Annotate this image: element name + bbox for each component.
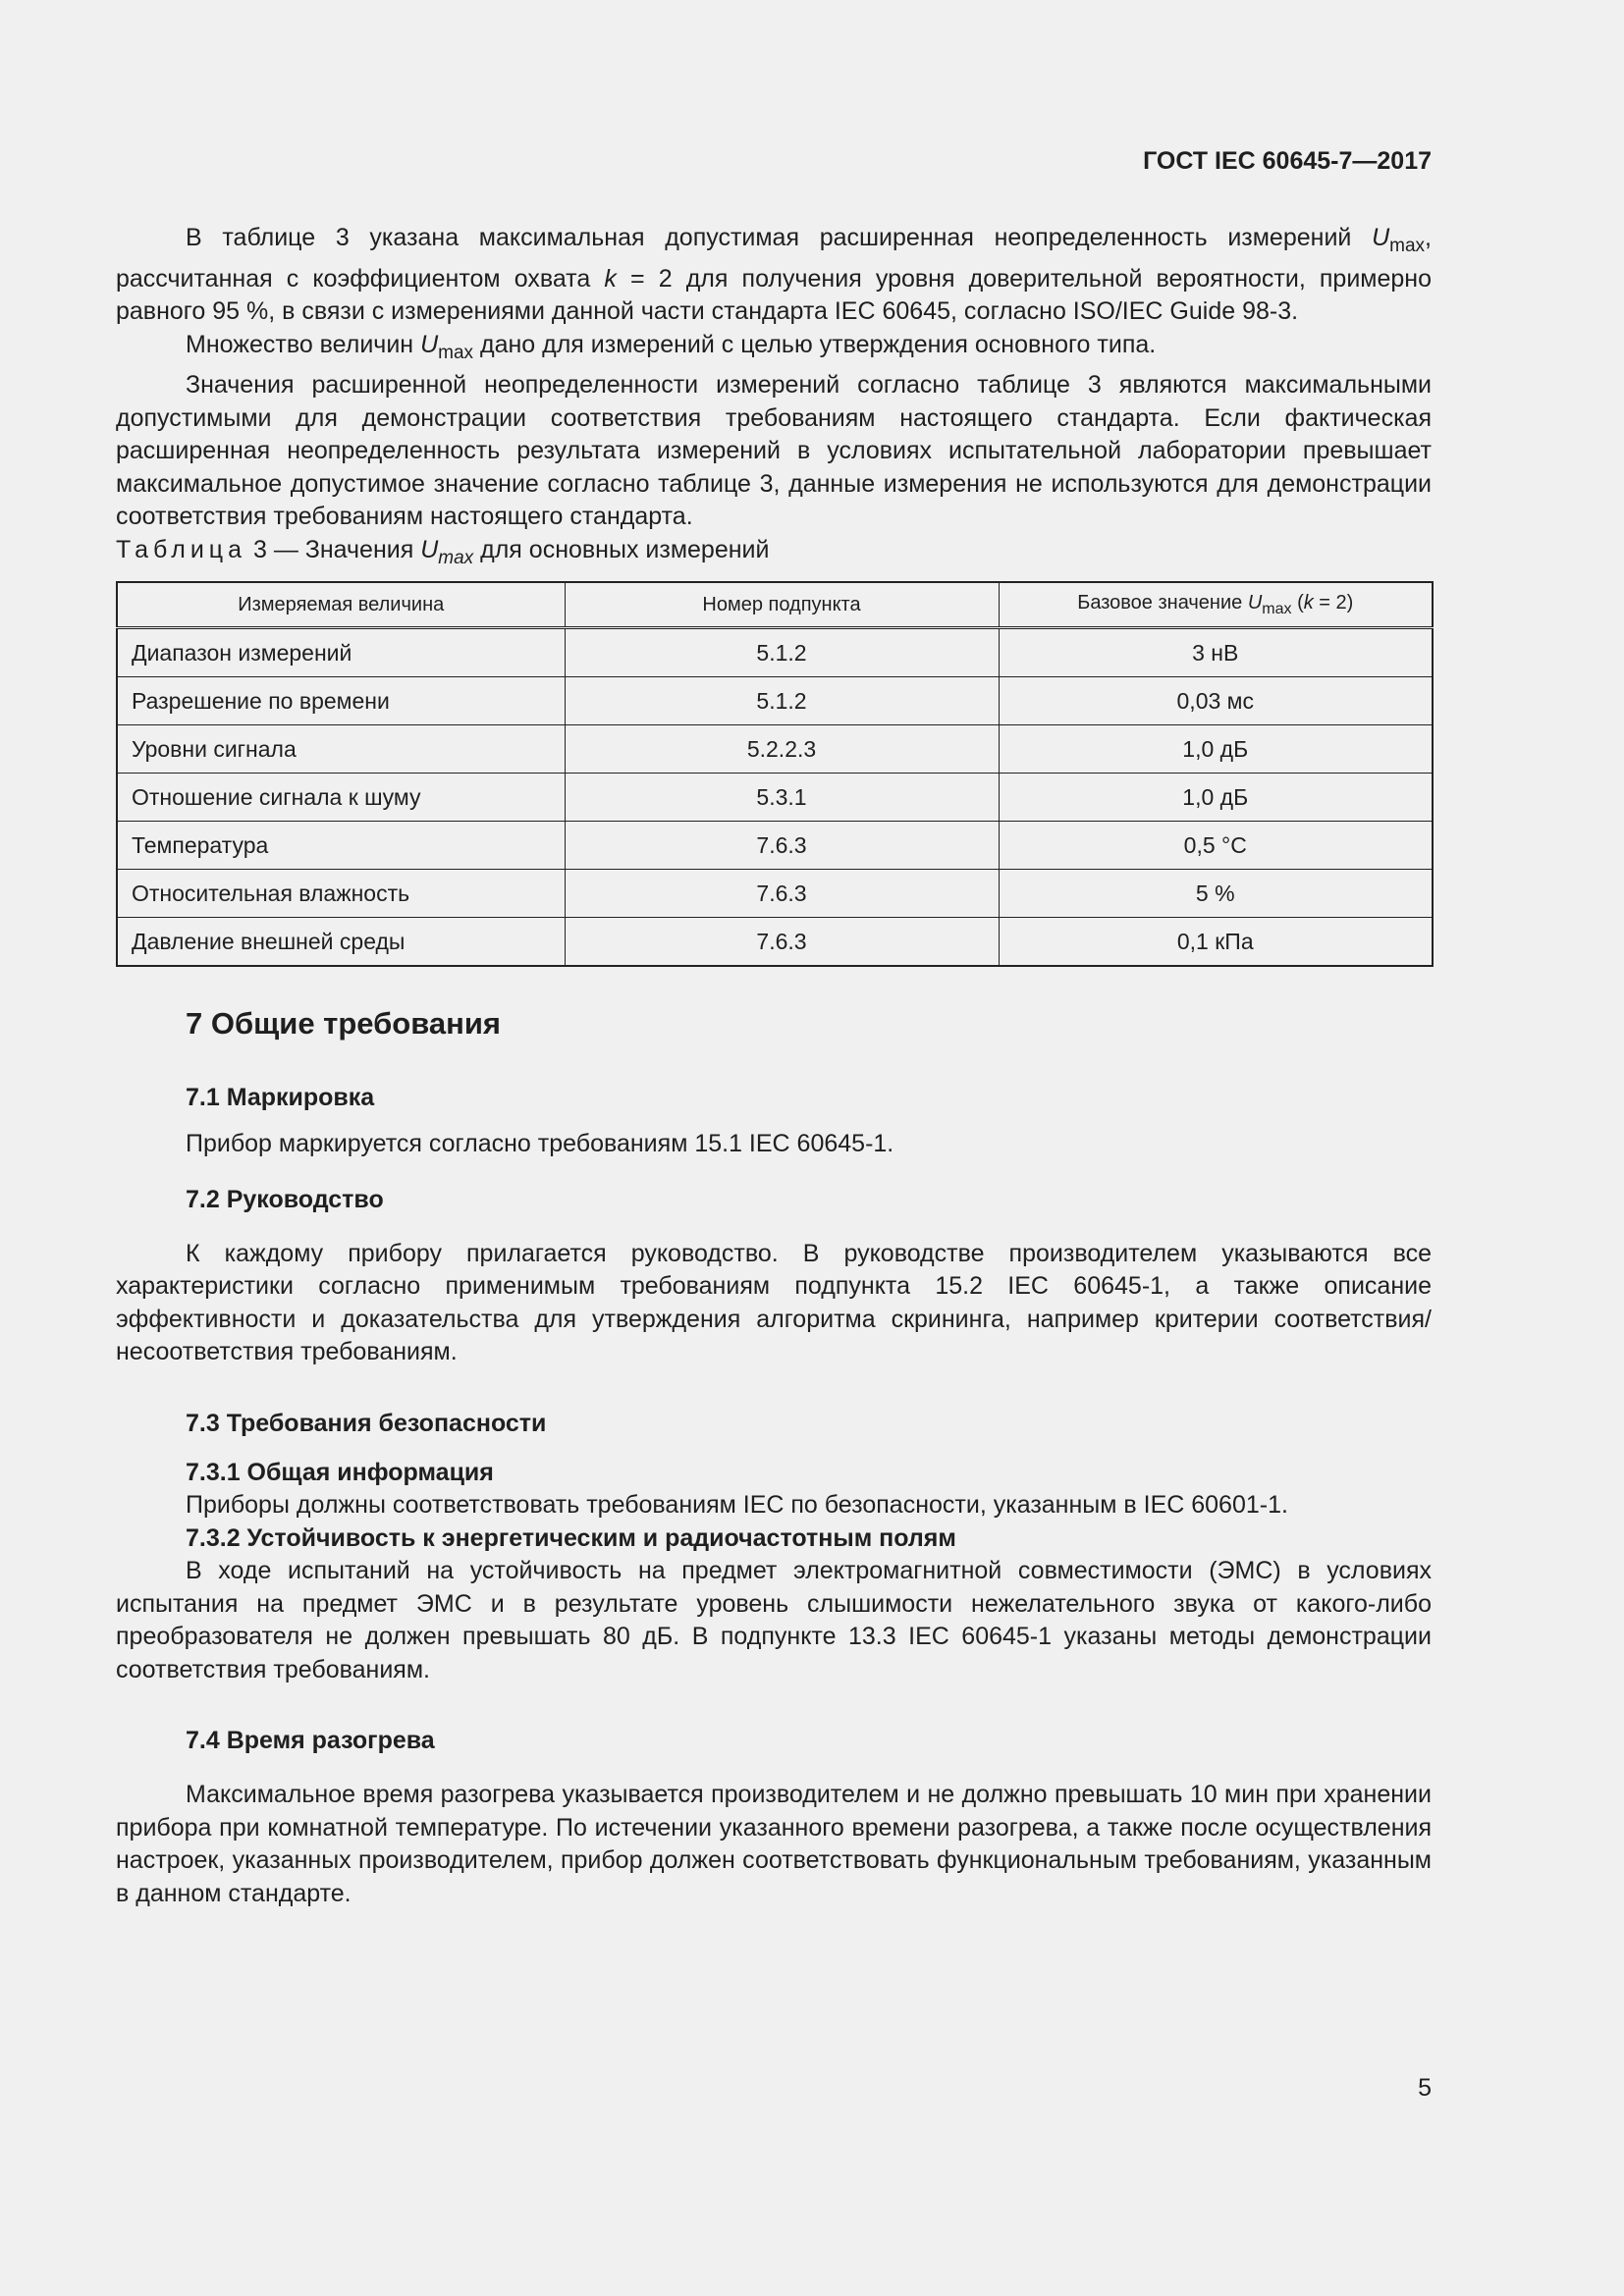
section-7-4-heading: 7.4 Время разогрева [186, 1727, 435, 1754]
cell-clause: 7.6.3 [565, 918, 999, 967]
section-7-1-heading: 7.1 Маркировка [186, 1084, 375, 1111]
section-7-3-2-heading: 7.3.2 Устойчивость к энергетическим и радиочастотным полям [186, 1524, 956, 1552]
cell-quantity: Температура [117, 822, 565, 870]
cell-value: 0,03 мс [999, 677, 1433, 725]
section-7-4-text: Максимальное время разогрева указывается производителем и не должно превышать 10 мин при хранении прибора при комнатной температуре. По истечении указанного времени разогрева, а также после осуществления настроек, указанных производителем, прибор должен соответствовать функциональным требованиям, указанным в данном стандарте. [116, 1781, 1432, 1907]
table-header-row [117, 582, 1433, 628]
cell-value: 0,5 °С [999, 822, 1433, 870]
section-7-heading: 7 Общие требования [186, 1006, 501, 1041]
table-3 [116, 581, 1434, 967]
header-base-value [999, 582, 1433, 628]
header-clause: Номер подпункта [565, 582, 999, 628]
section-7-3-1-heading: 7.3.1 Общая информация [186, 1458, 494, 1486]
text-run: Базовое значение [1077, 591, 1248, 614]
cell-value: 5 % [999, 870, 1433, 918]
cell-clause: 7.6.3 [565, 822, 999, 870]
cell-value: 1,0 дБ [999, 725, 1433, 774]
intro-paragraph-1 [116, 222, 1432, 329]
table-row [117, 677, 1433, 725]
table-row [117, 918, 1433, 967]
table-row [117, 870, 1433, 918]
u-symbol: U [420, 535, 439, 563]
page-number: 5 [1418, 2074, 1432, 2102]
cell-clause: 5.1.2 [565, 628, 999, 677]
cell-clause: 5.3.1 [565, 774, 999, 822]
cell-quantity: Диапазон измерений [117, 628, 565, 677]
cell-value: 1,0 дБ [999, 774, 1433, 822]
section-7-3-1-text: Приборы должны соответствовать требованиям IEC по безопасности, указанным в IEC 60601-1. [186, 1490, 1288, 1519]
table-row [117, 628, 1433, 677]
page-content [116, 222, 1432, 1910]
section-7-2-text: К каждому прибору прилагается руководство. В руководстве производителем указываются все характеристики согласно применимым требованиям подпункта 15.2 IEC 60645-1, а также описание эффективности и доказательства для утверждения алгоритма скрининга, например критерии соответствия/несоответствия требованиям. [116, 1239, 1432, 1365]
caption-word: Таблица [116, 535, 247, 563]
u-subscript: max [1389, 236, 1426, 256]
caption-number: 3 — Значения [246, 535, 421, 563]
text-run: = 2 для получения уровня доверительной вероятности, примерно равного 95 %, в связи с измерениями данной части стандарта IEC 60645, согласно ISO/IEC Guide 98-3. [116, 264, 1433, 325]
section-7-3-heading: 7.3 Требования безопасности [186, 1409, 547, 1437]
section-7-1-text: Прибор маркируется согласно требованиям 15.1 IEC 60645-1. [186, 1130, 894, 1157]
standard-code: ГОСТ IEC 60645-7—2017 [1143, 147, 1432, 175]
u-symbol: U [1372, 224, 1390, 251]
header-quantity: Измеряемая величина [117, 582, 565, 628]
cell-value: 3 нВ [999, 628, 1433, 677]
table-row [117, 822, 1433, 870]
caption-tail: для основных измерений [473, 535, 770, 563]
k-symbol: k [1303, 591, 1314, 614]
table-row [117, 774, 1433, 822]
cell-quantity: Уровни сигнала [117, 725, 565, 774]
text-run: Множество величин [186, 330, 421, 358]
cell-quantity: Отношение сигнала к шуму [117, 774, 565, 822]
text-run: ( [1291, 591, 1304, 614]
intro-paragraph-3: Значения расширенной неопределенности измерений согласно таблице 3 являются максимальными допустимыми для демонстрации соответствия требованиям настоящего стандарта. Если фактическая расширенная неопределенность результата измерений в условиях испытательной лаборатории превышает максимальное допустимое значение согласно таблице 3, данные измерения не используются для демонстрации соответствия требованиям настоящего стандарта. [116, 371, 1432, 530]
table-row [117, 725, 1433, 774]
cell-value: 0,1 кПа [999, 918, 1433, 967]
u-symbol: U [420, 330, 439, 358]
u-subscript: max [1262, 600, 1292, 617]
text-run: В таблице 3 указана максимальная допустимая расширенная неопределенность измерений [186, 224, 1373, 251]
section-7-2-heading: 7.2 Руководство [186, 1185, 384, 1213]
text-run: = 2) [1313, 591, 1354, 614]
u-subscript: max [438, 547, 474, 568]
text-run: , рассчитанная с коэффициентом охвата [116, 224, 1432, 293]
u-subscript: max [438, 342, 474, 363]
u-symbol: U [1247, 591, 1263, 614]
table-caption [116, 534, 1432, 575]
k-symbol: k [604, 264, 617, 293]
cell-clause: 5.2.2.3 [565, 725, 999, 774]
cell-quantity: Давление внешней среды [117, 918, 565, 967]
cell-clause: 7.6.3 [565, 870, 999, 918]
section-7-3-2-text: В ходе испытаний на устойчивость на предмет электромагнитной совместимости (ЭМС) в условиях испытания на предмет ЭМС и в результате уровень слышимости нежелательного звука от какого-либо преобразователя не должен превышать 80 дБ. В подпункте 13.3 IEC 60645-1 указаны методы демонстрации соответствия требованиям. [116, 1557, 1432, 1683]
cell-quantity: Относительная влажность [117, 870, 565, 918]
cell-clause: 5.1.2 [565, 677, 999, 725]
cell-quantity: Разрешение по времени [117, 677, 565, 725]
intro-paragraph-2 [116, 329, 1432, 370]
text-run: дано для измерений с целью утверждения основного типа. [473, 330, 1157, 358]
